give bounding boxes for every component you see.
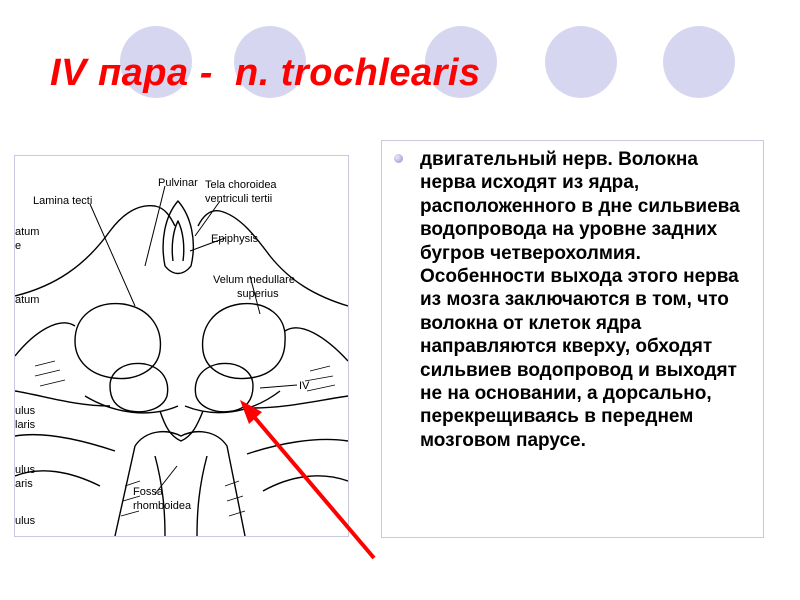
label-left-7: aris [15,478,33,490]
description-text: двигательный нерв. Волокна нерва исходят из ядра, расположенного в дне сильвиева водопровода на уровне задних бугров четверохолмия. Особенности выхода этого нерва из мозга заключаются в том, что волокна от клеток ядра направляются кверху, обходят сильвиев водопровод и выходят не на основании, а дорсально, перекрещиваясь в переднем мозговом парусе. [420,149,740,451]
label-tela-2: ventriculi tertii [205,193,273,205]
label-left-5: laris [15,419,36,431]
label-left-2: e [15,240,22,252]
label-pulvinar: Pulvinar [158,177,198,189]
label-lamina-tecti: Lamina tecti [33,195,93,207]
label-left-3: atum [15,294,40,306]
label-velum-2: superius [237,288,279,300]
label-left-6: ulus [15,464,36,476]
bullet-icon [394,154,403,163]
description-box [381,140,764,538]
label-epiphysis: Epiphysis [211,233,259,245]
decor-circle [545,26,617,98]
label-left-4: ulus [15,405,36,417]
label-fossa-2: rhomboidea [133,500,192,512]
slide-title: IV пара - n. trochlearis [50,52,481,94]
label-fossa-1: Fossa [133,486,163,498]
label-velum-1: Velum medullare [213,274,295,286]
brainstem-illustration [15,156,348,536]
label-left-8: ulus [15,515,36,527]
label-tela-1: Tela choroidea [205,179,277,191]
anatomy-figure [14,155,349,537]
label-left-1: atum [15,226,40,238]
decor-circle [663,26,735,98]
label-iv: IV [299,380,310,392]
